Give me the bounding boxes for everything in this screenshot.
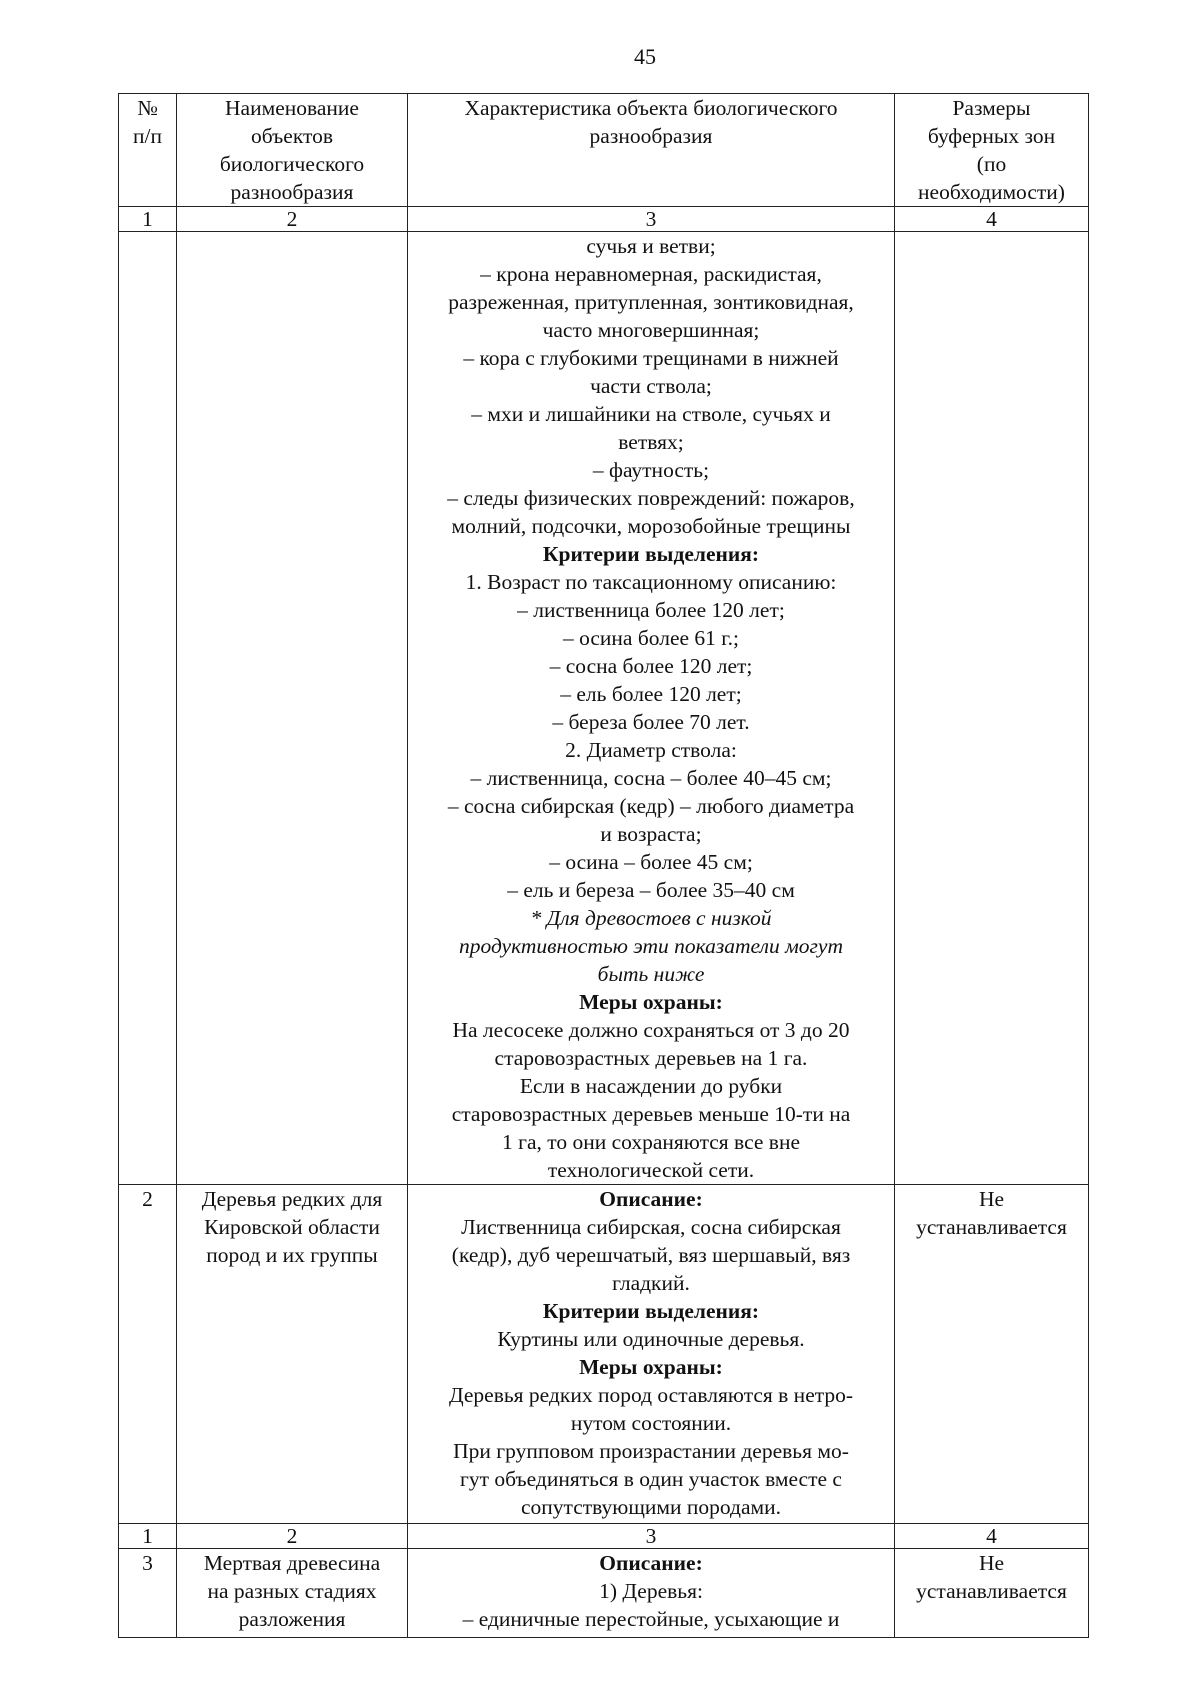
cell-text-line: Описание: [599,1551,703,1575]
cell-text-line: Деревья редких пород оставляются в нетро- [448,1383,854,1407]
cell-text-line: ветвях; [618,430,684,454]
column-number: 2 [177,207,408,232]
cell-text-line: 1. Возраст по таксационному описанию: [465,570,837,594]
cell-text-line: Меры охраны: [579,990,723,1014]
header-col-buffer: Размеры буферных зон (по необходимости) [895,94,1089,207]
cell-text-line: на разных стадиях [207,1579,377,1603]
cell-text-line: – ель более 120 лет; [560,682,742,706]
buffer-zone-size [895,232,1089,1185]
table-row [119,1549,1089,1638]
cell-text-line: устанавливается [916,1215,1067,1239]
row-number: 3 [119,1549,177,1638]
cell-text-line: На лесосеке должно сохраняться от 3 до 20 [452,1018,850,1042]
cell-text-line: Меры охраны: [579,1355,723,1379]
column-number: 4 [895,1524,1089,1549]
cell-text-line: сучья и ветви; [586,234,716,258]
table-row [119,1185,1089,1524]
object-name [177,1549,408,1638]
cell-text-line: разложения [238,1607,346,1631]
cell-text-line: и возраста; [600,822,702,846]
table-header-row [119,94,1089,207]
object-name [177,1185,408,1524]
cell-text-line: часто многовершинная; [542,318,760,342]
cell-text-line: Кировской области [204,1215,380,1239]
cell-text-line: – крона неравномерная, раскидистая, [480,262,822,286]
cell-text-line: части ствола; [590,374,712,398]
cell-text-line: – мхи и лишайники на стволе, сучьях и [471,402,831,426]
cell-text-line: 1 га, то они сохраняются все вне [502,1130,800,1154]
cell-text-line: нутом состоянии. [570,1411,732,1435]
column-number: 1 [119,207,177,232]
cell-text-line: Деревья редких для [201,1187,383,1211]
buffer-zone-size [895,1185,1089,1524]
cell-text-line: – следы физических повреждений: пожаров, [447,486,855,510]
page-number: 45 [634,44,656,69]
header-col-number: № п/п [119,94,177,207]
cell-text-line: – кора с глубокими трещинами в нижней [463,346,839,370]
column-number: 3 [408,1524,895,1549]
row-number: 2 [119,1185,177,1524]
column-number: 1 [119,1524,177,1549]
cell-text-line: – фаутность; [592,458,710,482]
cell-text-line: (кедр), дуб черешчатый, вяз шершавый, вяз [451,1243,851,1267]
cell-text-line: 2. Диаметр ствола: [565,738,737,762]
cell-text-line: * Для древостоев с низкой [530,906,772,930]
cell-text-line: При групповом произрастании деревья мо- [453,1439,849,1463]
header-col-description: Характеристика объекта биологического разнообразия [408,94,895,207]
cell-text-line: Критерии выделения: [542,1299,760,1323]
row-number [119,232,177,1185]
cell-text-line: Лиственница сибирская, сосна сибирская [461,1215,841,1239]
object-description [408,232,895,1185]
cell-text-line: устанавливается [916,1579,1067,1603]
cell-text-line: 1) Деревья: [599,1579,703,1603]
cell-text-line: гут объединяться в один участок вместе с [460,1467,842,1491]
cell-text-line: Не [978,1187,1005,1211]
table-row [119,232,1089,1185]
object-name [177,232,408,1185]
cell-text-line: Критерии выделения: [542,542,760,566]
column-number-row [119,207,1089,232]
cell-text-line: старовозрастных деревьев меньше 10-ти на [451,1102,851,1126]
cell-text-line: – береза более 70 лет. [552,710,750,734]
cell-text-line: сопутствующими породами. [520,1495,782,1519]
cell-text-line: – единичные перестойные, усыхающие и [462,1607,840,1631]
cell-text-line: старовозрастных деревьев на 1 га. [494,1046,808,1070]
cell-text-line: – осина – более 45 см; [549,850,753,874]
cell-text-line: – лиственница более 120 лет; [517,598,785,622]
cell-text-line: Мертвая древесина [203,1551,381,1575]
cell-text-line: – сосна сибирская (кедр) – любого диаметра [447,794,855,818]
cell-text-line: разреженная, притупленная, зонтиковидная, [448,290,854,314]
buffer-zone-size [895,1549,1089,1638]
column-number: 3 [408,207,895,232]
cell-text-line: технологической сети. [547,1158,755,1182]
object-description [408,1185,895,1524]
header-col-name: Наименование объектов биологического разнообразия [177,94,408,207]
cell-text-line: Описание: [599,1187,703,1211]
biodiversity-table [118,93,1089,1638]
cell-text-line: Не [978,1551,1005,1575]
cell-text-line: – ель и береза – более 35–40 см [507,878,795,902]
cell-text-line: Куртины или одиночные деревья. [497,1327,805,1351]
cell-text-line: Если в насаждении до рубки [519,1074,783,1098]
cell-text-line: молний, подсочки, морозобойные трещины [451,514,851,538]
object-description [408,1549,895,1638]
cell-text-line: быть ниже [597,962,705,986]
cell-text-line: – осина более 61 г.; [562,626,740,650]
column-number: 2 [177,1524,408,1549]
cell-text-line: пород и их группы [206,1243,378,1267]
column-number-row [119,1524,1089,1549]
cell-text-line: гладкий. [612,1271,690,1295]
column-number: 4 [895,207,1089,232]
cell-text-line: – сосна более 120 лет; [549,654,753,678]
cell-text-line: – лиственница, сосна – более 40–45 см; [470,766,832,790]
cell-text-line: продуктивностью эти показатели могут [458,934,843,958]
